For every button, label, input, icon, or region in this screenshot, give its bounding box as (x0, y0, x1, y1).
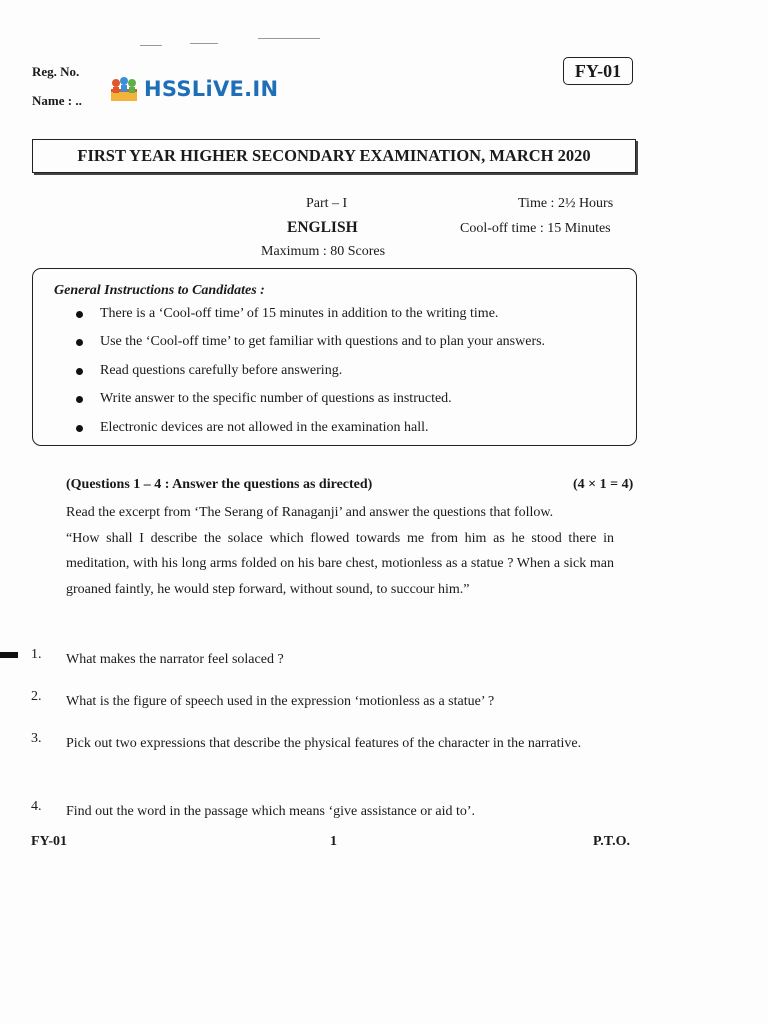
instruction-text: Electronic devices are not allowed in the examination hall. (100, 420, 429, 435)
max-score: Maximum : 80 Scores (261, 244, 386, 259)
passage-intro: Read the excerpt from ‘The Serang of Ranaganji’ and answer the questions that follow. (66, 505, 554, 520)
footer-code: FY-01 (31, 834, 68, 849)
paper-code-badge: FY-01 (563, 57, 633, 85)
instruction-item (76, 420, 429, 436)
time-label: Time : 2½ Hours (518, 196, 614, 211)
exam-title: FIRST YEAR HIGHER SECONDARY EXAMINATION, MARCH 2020 (77, 146, 591, 165)
cool-off-label: Cool-off time : 15 Minutes (460, 221, 611, 236)
bullet-icon (76, 339, 83, 346)
bullet-icon (76, 396, 83, 403)
question-number: 3. (31, 731, 42, 746)
passage (66, 500, 614, 602)
site-logo (108, 73, 278, 105)
instruction-item (76, 391, 452, 407)
name-label: Name : .. (32, 93, 82, 108)
bullet-icon (76, 311, 83, 318)
section-heading: (Questions 1 – 4 : Answer the questions as directed) (66, 477, 373, 492)
instruction-item (76, 363, 342, 379)
question-text: What is the figure of speech used in the expression ‘motionless as a statue’ ? (66, 694, 495, 709)
margin-mark (0, 652, 18, 658)
part-label: Part – I (306, 196, 348, 211)
question-number: 1. (31, 647, 42, 662)
page-number: 1 (330, 834, 337, 849)
pto-label: P.T.O. (593, 834, 630, 849)
reg-no-label: Reg. No. (32, 64, 80, 79)
question-number: 2. (31, 689, 42, 704)
instructions-heading: General Instructions to Candidates : (54, 283, 265, 298)
bullet-icon (76, 368, 83, 375)
bullet-icon (76, 425, 83, 432)
instruction-item (76, 334, 545, 350)
instruction-text: Use the ‘Cool-off time’ to get familiar with questions and to plan your answers. (100, 334, 546, 349)
subject-label: ENGLISH (287, 219, 358, 236)
students-icon (108, 73, 140, 105)
instruction-text: Write answer to the specific number of questions as instructed. (100, 391, 452, 406)
question-text: What makes the narrator feel solaced ? (66, 652, 284, 667)
question-text: Find out the word in the passage which means ‘give assistance or aid to’. (66, 804, 476, 819)
scan-mark (190, 43, 218, 44)
question-text: Pick out two expressions that describe the physical features of the character in the narrative. (66, 736, 582, 751)
exam-title-box (32, 139, 636, 173)
logo-text: HSSLiVE.IN (144, 77, 279, 101)
instruction-item (76, 306, 498, 322)
section-marks: (4 × 1 = 4) (573, 477, 634, 492)
instruction-text: Read questions carefully before answering. (100, 363, 343, 378)
question-number: 4. (31, 799, 42, 814)
scan-mark (258, 38, 320, 39)
passage-excerpt: “How shall I describe the solace which flowed towards me from him as he stood there in meditation, with his long arms folded on his bare chest, motionless as a statue ? When a sick man groaned faintly, he would step forward, without sound, to succour him.” (66, 530, 614, 597)
instruction-text: There is a ‘Cool-off time’ of 15 minutes in addition to the writing time. (100, 306, 499, 321)
scan-mark (140, 45, 162, 46)
